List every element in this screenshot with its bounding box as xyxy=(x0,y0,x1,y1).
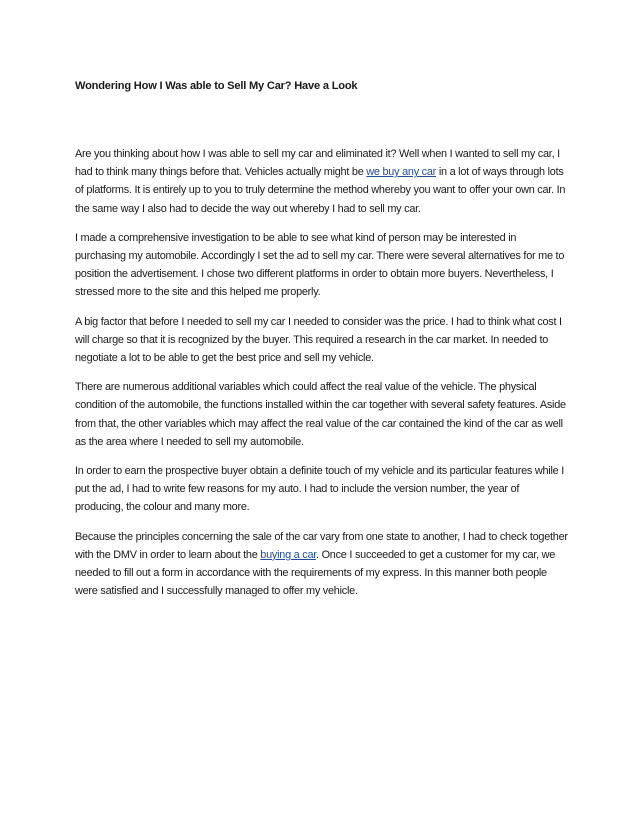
paragraph-4: There are numerous additional variables which could affect the real value of the vehicle. The physical condition of the automobile, the functions installed within the car together with several safety features. Aside from that, the other variables which may affect the real value of the car contained the kind of the car as well as the area where I needed to sell my automobile. xyxy=(75,381,566,448)
document-body xyxy=(75,145,568,600)
paragraph-6-text-after: . Once I succeeded to get a customer for my car, we needed to fill out a form in accordance with the requirements of my express. In this manner both people were satisfied and I successfully managed to offer my vehicle. xyxy=(75,548,556,598)
paragraph-1-text-before: Are you thinking about how I was able to sell my car and eliminated it? Well when I wanted to sell my car, I had to think many things before that. Vehicles actually might be xyxy=(75,148,560,179)
we-buy-any-car-link[interactable]: we buy any car xyxy=(366,166,437,179)
paragraph-2: I made a comprehensive investigation to be able to see what kind of person may be interested in purchasing my automobile. Accordingly I set the ad to sell my car. There were several alternatives for me to position the advertisement. I chose two different platforms in order to obtain more buyers. Nevertheless, I stressed more to the site and this helped me properly. xyxy=(75,231,565,299)
buying-a-car-link[interactable]: buying a car xyxy=(260,548,317,561)
paragraph-5: In order to earn the prospective buyer obtain a definite touch of my vehicle and its particular features while I put the ad, I had to write few reasons for my auto. I had to include the version number, the year of producing, the colour and many more. xyxy=(75,465,564,514)
paragraph-1 xyxy=(75,145,568,218)
paragraph-3: A big factor that before I needed to sell my car I needed to consider was the price. I had to think what cost I will charge so that it is recognized by the buyer. This required a research in the car market. In needed to negotiate a lot to be able to get the best price and sell my vehicle. xyxy=(75,315,562,365)
paragraph-6-text-before: Because the principles concerning the sale of the car vary from one state to another, I had to check together with the DMV in order to learn about the xyxy=(75,530,568,561)
paragraph-6 xyxy=(75,528,568,601)
document-title: Wondering How I Was able to Sell My Car? Have a Look xyxy=(75,80,358,92)
paragraph-1-text-after: in a lot of ways through lots of platforms. It is entirely up to you to truly determine the method whereby you want to offer your own car. In the same way I also had to decide the way out whereby I had to sell my car. xyxy=(75,166,566,215)
